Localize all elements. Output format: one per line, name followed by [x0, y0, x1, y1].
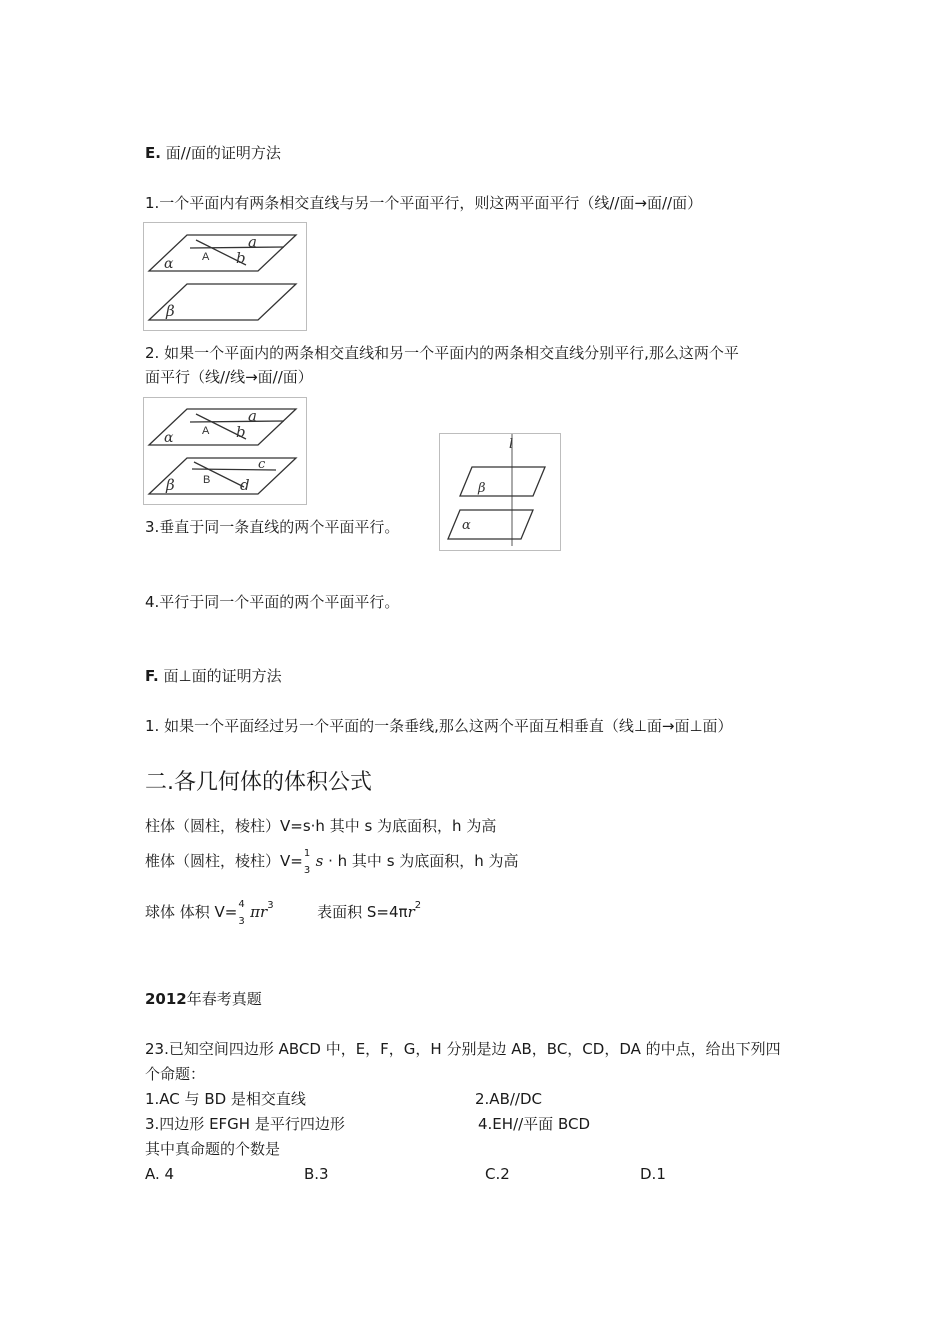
label-point-a: A [202, 425, 210, 437]
section-e-item-3: 3.垂直于同一条直线的两个平面平行。 [145, 518, 400, 536]
section-f-letter: F. [145, 667, 159, 685]
surface-prefix: 表面积 S=4π [317, 903, 408, 921]
surface-exponent: 2 [414, 900, 422, 911]
option-a: A. 4 [145, 1165, 175, 1183]
proposition-4: 4.EH//平面 BCD [478, 1115, 590, 1133]
section-e-item-4: 4.平行于同一个平面的两个平面平行。 [145, 593, 400, 611]
formula-sphere [145, 899, 422, 927]
sphere-exponent: 3 [267, 900, 274, 911]
label-b: b [236, 249, 246, 267]
label-point-a: A [202, 251, 210, 263]
proposition-3: 3.四边形 EFGH 是平行四边形 [145, 1115, 345, 1133]
label-a: a [248, 233, 257, 251]
proposition-2: 2.AB//DC [475, 1090, 542, 1108]
exam-year: 2012 [145, 990, 187, 1008]
label-beta: β [166, 302, 175, 320]
pyramid-var-s: s [315, 852, 324, 870]
label-b: b [236, 423, 246, 441]
section-e-title: 面//面的证明方法 [165, 144, 281, 162]
figure-parallel-planes-1 [143, 222, 307, 331]
label-point-b: B [203, 474, 211, 486]
question-ask: 其中真命题的个数是 [145, 1140, 281, 1158]
line-a [190, 421, 284, 422]
label-l: l [509, 437, 514, 452]
question-line-2: 个命题： [145, 1065, 206, 1083]
label-beta: β [166, 476, 175, 494]
figure-perpendicular-line [439, 433, 561, 551]
sphere-prefix: 球体 体积 V= [145, 903, 238, 921]
plane-alpha [448, 510, 533, 539]
question-line-1: 23.已知空间四边形 ABCD 中，E，F，G，H 分别是边 AB，BC，CD，DA 的中点，给出下列四 [145, 1040, 781, 1058]
option-d: D.1 [640, 1165, 666, 1183]
label-alpha: α [462, 518, 471, 533]
plane-beta [460, 467, 545, 496]
pyramid-suffix: · h 其中 s 为底面积，h 为高 [328, 852, 519, 870]
exam-title: 年春考真题 [186, 990, 262, 1008]
label-a: a [248, 407, 257, 425]
fraction-one-third: 1 3 [303, 848, 311, 876]
section-e-item-2-line-1: 2. 如果一个平面内的两条相交直线和另一个平面内的两条相交直线分别平行,那么这两个平 [145, 344, 739, 362]
formula-pyramid [145, 848, 519, 876]
label-alpha: α [164, 430, 174, 446]
option-c: C.2 [485, 1165, 510, 1183]
label-d: d [240, 476, 250, 494]
pyramid-prefix: 椎体（圆柱，棱柱）V= [145, 852, 303, 870]
fraction-four-thirds: 4 3 [238, 899, 245, 927]
section-f-heading [145, 666, 282, 686]
section-f-item-1: 1. 如果一个平面经过另一个平面的一条垂线,那么这两个平面互相垂直（线⊥面→面⊥面） [145, 717, 733, 735]
volume-section-title: 二.各几何体的体积公式 [145, 770, 372, 795]
section-e-item-2-line-2: 面平行（线//线→面//面） [145, 368, 313, 386]
proposition-1: 1.AC 与 BD 是相交直线 [145, 1090, 306, 1108]
label-c: c [258, 457, 266, 472]
formula-prism: 柱体（圆柱，棱柱）V=s·h 其中 s 为底面积，h 为高 [145, 817, 497, 835]
figure-parallel-planes-2 [143, 397, 307, 505]
section-f-title: 面⊥面的证明方法 [163, 667, 282, 685]
label-beta: β [478, 481, 486, 496]
label-alpha: α [164, 256, 174, 272]
sphere-expr: πr [250, 903, 268, 921]
line-a [190, 247, 284, 248]
exam-heading [145, 989, 262, 1009]
line-d [194, 462, 244, 487]
section-e-heading [145, 143, 281, 163]
section-e-letter: E. [145, 144, 161, 162]
surface-var: r [407, 903, 415, 921]
section-e-item-1: 1.一个平面内有两条相交直线与另一个平面平行，则这两平面平行（线//面→面//面） [145, 194, 703, 212]
option-b: B.3 [304, 1165, 329, 1183]
